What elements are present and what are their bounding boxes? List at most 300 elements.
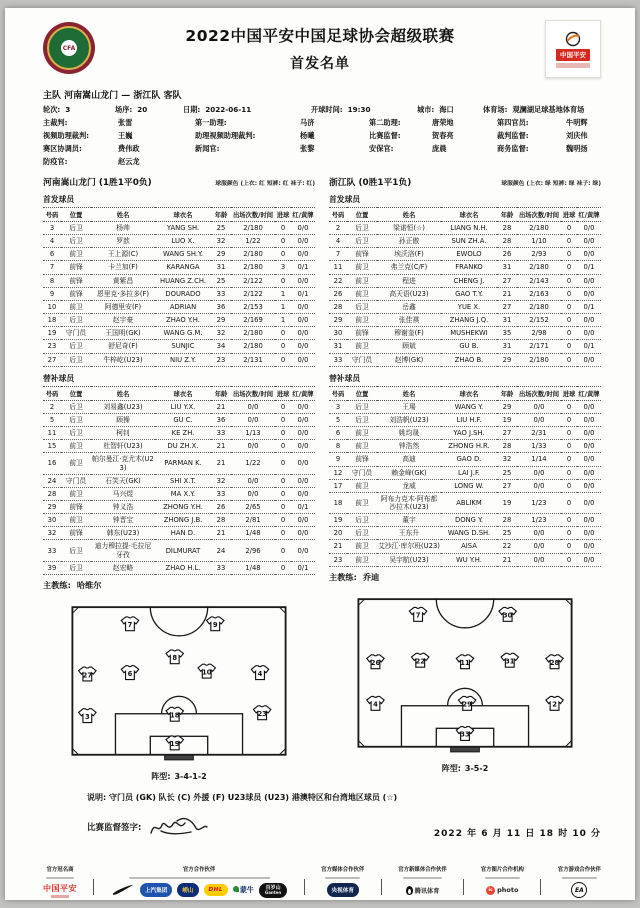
player-cell: 17	[329, 479, 347, 492]
sponsor-logos	[406, 883, 440, 898]
player-cell: 2/122	[231, 274, 275, 287]
player-cell: 后卫	[347, 527, 377, 540]
sponsor-logos	[486, 883, 518, 898]
player-cell: 15	[43, 440, 61, 453]
svg-text:4: 4	[257, 669, 263, 678]
home-starters-label: 首发球员	[43, 195, 75, 204]
info-label: 开球时间:	[311, 105, 343, 114]
info-label: 防疫官:	[43, 157, 68, 166]
player-row	[329, 400, 601, 413]
player-cell: 3	[43, 222, 61, 235]
player-cell: 后卫	[347, 222, 377, 235]
player-cell: 7	[329, 248, 347, 261]
player-cell: 0/0	[517, 553, 561, 566]
column-header: 号码	[43, 208, 61, 222]
player-cell: 32	[211, 474, 231, 487]
player-cell: 28	[329, 300, 347, 313]
player-row	[43, 222, 315, 235]
player-cell: 23	[211, 353, 231, 366]
svg-text:22: 22	[415, 657, 425, 666]
player-cell: 2/93	[517, 248, 561, 261]
player-cell: 28	[497, 222, 517, 235]
player-cell: LIU H.F.	[441, 413, 497, 426]
player-row	[329, 314, 601, 327]
player-cell: 前卫	[347, 340, 377, 353]
player-cell: 2/180	[517, 353, 561, 366]
info-value: 刘庆伟	[566, 131, 588, 140]
info-value: 杨曦	[300, 131, 315, 140]
team-panels	[43, 175, 601, 782]
player-cell: 0/0	[231, 474, 275, 487]
player-cell: 2/169	[231, 314, 275, 327]
player-cell: 前锋	[61, 287, 91, 300]
player-row	[43, 487, 315, 500]
svg-text:18: 18	[170, 711, 180, 720]
match-info-item	[483, 105, 601, 115]
player-cell: 0	[275, 413, 291, 426]
info-label: 助理视频助理裁判:	[195, 131, 256, 140]
player-cell: 1/22	[231, 235, 275, 248]
player-cell: SUN ZH.A.	[441, 235, 497, 248]
player-cell: 2/180	[231, 222, 275, 235]
player-cell: 18	[329, 492, 347, 513]
player-cell: 2/180	[517, 300, 561, 313]
svg-text:8: 8	[172, 653, 178, 662]
away-coach-name: 乔迪	[362, 571, 380, 582]
svg-text:29: 29	[462, 700, 472, 709]
info-label: 第一助理:	[195, 118, 227, 127]
player-cell: DU ZH.X.	[155, 440, 211, 453]
player-cell: 3	[329, 400, 347, 413]
player-row	[43, 440, 315, 453]
column-header: 号码	[329, 386, 347, 400]
signature-ink	[147, 815, 209, 839]
player-cell: 0/1	[291, 561, 315, 574]
match-info-row	[43, 105, 601, 115]
sponsor-group	[558, 865, 601, 898]
match-info-item	[311, 105, 417, 115]
player-cell: ZHONG Y.H.	[155, 500, 211, 513]
player-cell: 23	[329, 553, 347, 566]
player-cell: 0	[561, 300, 577, 313]
player-cell: 后卫	[347, 514, 377, 527]
column-header: 球衣名	[155, 208, 211, 222]
column-header: 进球	[275, 208, 291, 222]
home-formation-value: 3-4-1-2	[174, 771, 207, 781]
match-info-item	[497, 131, 601, 141]
player-cell: 守门员	[61, 474, 91, 487]
player-cell: 33	[211, 487, 231, 500]
player-cell: 2	[329, 222, 347, 235]
player-cell: 2/153	[231, 300, 275, 313]
svg-text:27: 27	[82, 671, 93, 680]
player-cell: 帕尔曼江·克尤木(U23)	[91, 453, 155, 474]
player-row	[329, 235, 601, 248]
away-team-panel	[329, 175, 601, 782]
player-cell: HAN D.	[155, 527, 211, 540]
player-row	[43, 500, 315, 513]
player-cell: 0	[275, 427, 291, 440]
svg-text:2: 2	[552, 700, 557, 709]
player-cell: 0	[275, 561, 291, 574]
player-cell: 0	[275, 514, 291, 527]
sponsor-logos	[43, 883, 77, 898]
player-cell: 31	[497, 314, 517, 327]
sheet-title: 2022中国平安中国足球协会超级联赛	[185, 27, 455, 45]
player-cell: 9	[43, 287, 61, 300]
player-cell: 0/0	[577, 400, 601, 413]
away-subs-table	[329, 386, 601, 567]
player-cell: 钟晋宝	[91, 514, 155, 527]
player-cell: 19	[329, 514, 347, 527]
player-row	[43, 427, 315, 440]
player-cell: 1/33	[517, 440, 561, 453]
player-cell: 0/0	[291, 474, 315, 487]
player-cell: 2/163	[517, 287, 561, 300]
player-cell: 后卫	[347, 300, 377, 313]
player-cell: 0	[561, 540, 577, 553]
sponsor-group-subtext	[46, 877, 73, 879]
player-cell: 阿德里安(F)	[91, 300, 155, 313]
info-value: 牛明辉	[566, 118, 588, 127]
player-row	[43, 248, 315, 261]
player-cell: 前卫	[347, 261, 377, 274]
player-row	[43, 340, 315, 353]
player-cell: ADRIAN	[155, 300, 211, 313]
player-cell: 3	[275, 261, 291, 274]
player-cell: CHENG J.	[441, 274, 497, 287]
player-cell: 2/131	[231, 353, 275, 366]
sponsor-group-label: 官方媒体合作伙伴	[321, 866, 365, 873]
player-cell: GAO T.Y.	[441, 287, 497, 300]
match-info-item	[195, 144, 369, 154]
player-cell: DOURADO	[155, 287, 211, 300]
info-label: 新闻官:	[195, 144, 220, 153]
sponsor-logos	[327, 883, 359, 898]
table-header-row	[43, 208, 315, 222]
player-cell: 2/180	[231, 327, 275, 340]
player-cell: 25	[211, 222, 231, 235]
player-row	[43, 314, 315, 327]
player-cell: 后卫	[61, 314, 91, 327]
logo-laoshan: 崂山	[177, 883, 198, 898]
player-cell: 24	[211, 540, 231, 561]
sheet-datetime: 2022 年 6 月 11 日 18 时 10 分	[433, 828, 601, 839]
player-cell: 艾沙江·库尔班(U23)	[377, 540, 441, 553]
player-cell: 0/0	[231, 440, 275, 453]
player-cell: LONG W.	[441, 479, 497, 492]
player-cell: 0/0	[577, 413, 601, 426]
sponsor-group-label: 官方游戏合作伙伴	[557, 866, 601, 873]
svg-text:23: 23	[257, 709, 267, 718]
player-cell: 0	[561, 248, 577, 261]
player-cell: 11	[43, 427, 61, 440]
player-row	[329, 353, 601, 366]
player-cell: 0/0	[517, 540, 561, 553]
column-header: 姓名	[91, 208, 155, 222]
player-cell: 2/180	[231, 261, 275, 274]
csl-ball-icon	[563, 31, 583, 47]
player-row	[329, 479, 601, 492]
player-cell: 31	[497, 340, 517, 353]
player-cell: 柯钊	[91, 427, 155, 440]
player-row	[43, 261, 315, 274]
logo-ea: EA	[571, 883, 587, 898]
player-cell: 王瑒	[377, 400, 441, 413]
player-cell: 1	[275, 314, 291, 327]
info-value: 王巍	[118, 131, 133, 140]
player-row	[329, 492, 601, 513]
player-cell: 0/0	[231, 487, 275, 500]
player-cell: 34	[211, 340, 231, 353]
player-cell: 1/22	[231, 453, 275, 474]
player-cell: 0	[561, 440, 577, 453]
sponsor-footer	[43, 865, 601, 898]
player-cell: 0/0	[577, 453, 601, 466]
home-coach	[43, 580, 315, 591]
player-cell: 33	[43, 540, 61, 561]
svg-text:7: 7	[415, 611, 421, 620]
table-header-row	[43, 386, 315, 400]
svg-text:11: 11	[460, 658, 470, 667]
svg-text:3: 3	[84, 712, 90, 721]
player-cell: 32	[497, 453, 517, 466]
player-cell: 后卫	[347, 235, 377, 248]
player-cell: 0/0	[577, 553, 601, 566]
info-value: 费伟政	[118, 144, 140, 153]
away-formation-value: 3-5-2	[464, 763, 489, 773]
column-header: 位置	[61, 386, 91, 400]
player-cell: 28	[497, 440, 517, 453]
player-cell: 前卫	[347, 440, 377, 453]
player-cell: 前卫	[347, 479, 377, 492]
player-cell: 8	[43, 274, 61, 287]
player-cell: 31	[211, 261, 231, 274]
info-label: 体育场:	[483, 105, 508, 114]
info-label: 日期:	[183, 105, 201, 114]
player-cell: 后卫	[61, 413, 91, 426]
player-cell: 25	[497, 527, 517, 540]
player-cell: 0	[561, 466, 577, 479]
player-cell: 19	[497, 413, 517, 426]
info-label: 商务监督:	[497, 144, 529, 153]
player-cell: 22	[329, 274, 347, 287]
player-cell: 前卫	[61, 300, 91, 313]
player-cell: 0/0	[291, 314, 315, 327]
logo-ganten: 百岁山 Ganten	[259, 883, 287, 898]
player-cell: 0/0	[291, 235, 315, 248]
player-cell: 0/0	[291, 222, 315, 235]
player-cell: 0/0	[291, 413, 315, 426]
player-cell: 4	[329, 235, 347, 248]
player-cell: WU Y.H.	[441, 553, 497, 566]
sponsor-group-label: 官方图片合作机构	[480, 866, 524, 873]
player-cell: 28	[497, 514, 517, 527]
player-cell: 0/0	[231, 413, 275, 426]
player-cell: 0/1	[577, 300, 601, 313]
player-cell: LIU Y.X.	[155, 400, 211, 413]
column-header: 号码	[329, 208, 347, 222]
player-cell: 赖金峰(GK)	[377, 466, 441, 479]
logo-icphoto: ic photo	[486, 883, 518, 898]
player-row	[43, 561, 315, 574]
player-cell: 王国明(GK)	[91, 327, 155, 340]
player-cell: 卡兰加(F)	[91, 261, 155, 274]
player-cell: 高天语(U23)	[377, 287, 441, 300]
match-info-item	[369, 131, 497, 141]
player-cell: 龙威	[377, 479, 441, 492]
player-cell: 0	[561, 287, 577, 300]
player-cell: 2/65	[231, 500, 275, 513]
player-cell: 1	[275, 287, 291, 300]
player-cell: 王上源(C)	[91, 248, 155, 261]
sponsor-group-subtext	[129, 877, 270, 879]
match-info-item	[195, 118, 369, 128]
player-cell: PARMAN K.	[155, 453, 211, 474]
info-value: 3	[65, 105, 71, 114]
info-label: 第四官员:	[497, 118, 529, 127]
player-cell: HUANG Z.CH.	[155, 274, 211, 287]
player-cell: 0	[275, 235, 291, 248]
player-cell: 0/0	[577, 492, 601, 513]
info-value: 2022-06-11	[205, 105, 252, 114]
player-cell: 后卫	[61, 561, 91, 574]
player-cell: 2/152	[517, 314, 561, 327]
player-cell: 0/0	[577, 327, 601, 340]
player-cell: 后卫	[347, 413, 377, 426]
player-cell: 30	[43, 514, 61, 527]
home-team-header	[43, 175, 315, 188]
player-cell: 0/0	[291, 300, 315, 313]
column-header: 位置	[347, 386, 377, 400]
player-cell: 20	[329, 527, 347, 540]
player-cell: 32	[211, 235, 231, 248]
player-row	[43, 353, 315, 366]
player-cell: 0	[561, 427, 577, 440]
player-cell: ZHANG J.Q.	[441, 314, 497, 327]
title-block	[95, 18, 545, 73]
player-cell: 前卫	[61, 487, 91, 500]
player-cell: 0/0	[577, 514, 601, 527]
player-cell: 6	[43, 248, 61, 261]
player-cell: 21	[497, 287, 517, 300]
player-cell: 0	[561, 261, 577, 274]
player-cell: 27	[43, 353, 61, 366]
column-header: 红/黄牌	[577, 208, 601, 222]
player-row	[43, 235, 315, 248]
match-info-item	[195, 131, 369, 141]
player-cell: 韩东(U23)	[91, 527, 155, 540]
player-cell: 2/180	[231, 340, 275, 353]
column-header: 出场次数/时间	[517, 386, 561, 400]
info-value: 赵云龙	[118, 157, 140, 166]
player-cell: 22	[497, 540, 517, 553]
player-cell: 0	[275, 327, 291, 340]
player-cell: 24	[43, 474, 61, 487]
player-cell: 刘浩帆(U23)	[377, 413, 441, 426]
player-row	[43, 514, 315, 527]
player-cell: 0	[561, 479, 577, 492]
player-row	[43, 527, 315, 540]
away-subs-label: 替补球员	[329, 373, 361, 383]
player-cell: 0/0	[291, 540, 315, 561]
player-cell: 0/0	[577, 274, 601, 287]
home-team-kit: 球服颜色 (上衣: 红 短裤: 红 袜子: 红)	[215, 181, 315, 187]
player-row	[329, 248, 601, 261]
player-cell: 前卫	[61, 440, 91, 453]
player-cell: DONG Y.	[441, 514, 497, 527]
sponsor-group	[43, 865, 77, 898]
player-cell: 0	[275, 527, 291, 540]
player-cell: 27	[497, 479, 517, 492]
logo-saic: 上汽集团	[140, 883, 172, 898]
player-cell: 10	[43, 300, 61, 313]
player-cell: KE ZH.	[155, 427, 211, 440]
player-cell: 29	[211, 314, 231, 327]
column-header: 进球	[275, 386, 291, 400]
player-cell: 后卫	[61, 540, 91, 561]
player-cell: 8	[329, 440, 347, 453]
column-header: 姓名	[91, 386, 155, 400]
player-cell: 0/0	[577, 540, 601, 553]
player-cell: 21	[211, 527, 231, 540]
info-label: 裁判监督:	[497, 131, 529, 140]
away-starters-label: 首发球员	[329, 195, 361, 204]
player-cell: 39	[43, 561, 61, 574]
player-cell: 杜智轩(U23)	[91, 440, 155, 453]
footer-divider	[463, 879, 464, 895]
match-info-row	[43, 144, 601, 154]
player-cell: SUNJIC	[155, 340, 211, 353]
match-info-item	[43, 118, 195, 128]
player-cell: 2/180	[517, 261, 561, 274]
player-cell: 1	[275, 300, 291, 313]
player-cell: 0	[561, 340, 577, 353]
match-info-item	[369, 144, 497, 154]
player-cell: 0/0	[291, 453, 315, 474]
player-cell: 前卫	[61, 514, 91, 527]
player-cell: 16	[43, 453, 61, 474]
player-cell: 35	[497, 327, 517, 340]
player-cell: 25	[211, 274, 231, 287]
info-value: 海口	[439, 105, 454, 114]
player-cell: 顾斌	[377, 340, 441, 353]
player-cell: 0/1	[577, 340, 601, 353]
team-line: 主队 河南嵩山龙门 — 浙江队 客队	[43, 91, 182, 101]
info-value: 庞晨	[432, 144, 447, 153]
player-row	[43, 274, 315, 287]
player-cell: 19	[43, 327, 61, 340]
info-label: 主裁判:	[43, 118, 68, 127]
player-cell: 7	[43, 261, 61, 274]
sponsor-group	[481, 865, 524, 898]
player-cell: 姚均晟	[377, 427, 441, 440]
svg-text:33: 33	[460, 730, 470, 739]
player-cell: 前锋	[61, 261, 91, 274]
player-cell: 0/0	[291, 427, 315, 440]
player-cell: 梁诺恒(☆)	[377, 222, 441, 235]
player-cell: 0/0	[517, 527, 561, 540]
away-pitch	[352, 593, 578, 757]
home-formation-diagram	[43, 601, 315, 782]
player-cell: 1/23	[517, 492, 561, 513]
player-cell: 0/0	[577, 527, 601, 540]
player-cell: 0/0	[577, 353, 601, 366]
signature-label: 比赛监督签字:	[87, 822, 142, 833]
player-cell: 赵博(GK)	[377, 353, 441, 366]
player-cell: 2/122	[231, 287, 275, 300]
player-row	[329, 440, 601, 453]
